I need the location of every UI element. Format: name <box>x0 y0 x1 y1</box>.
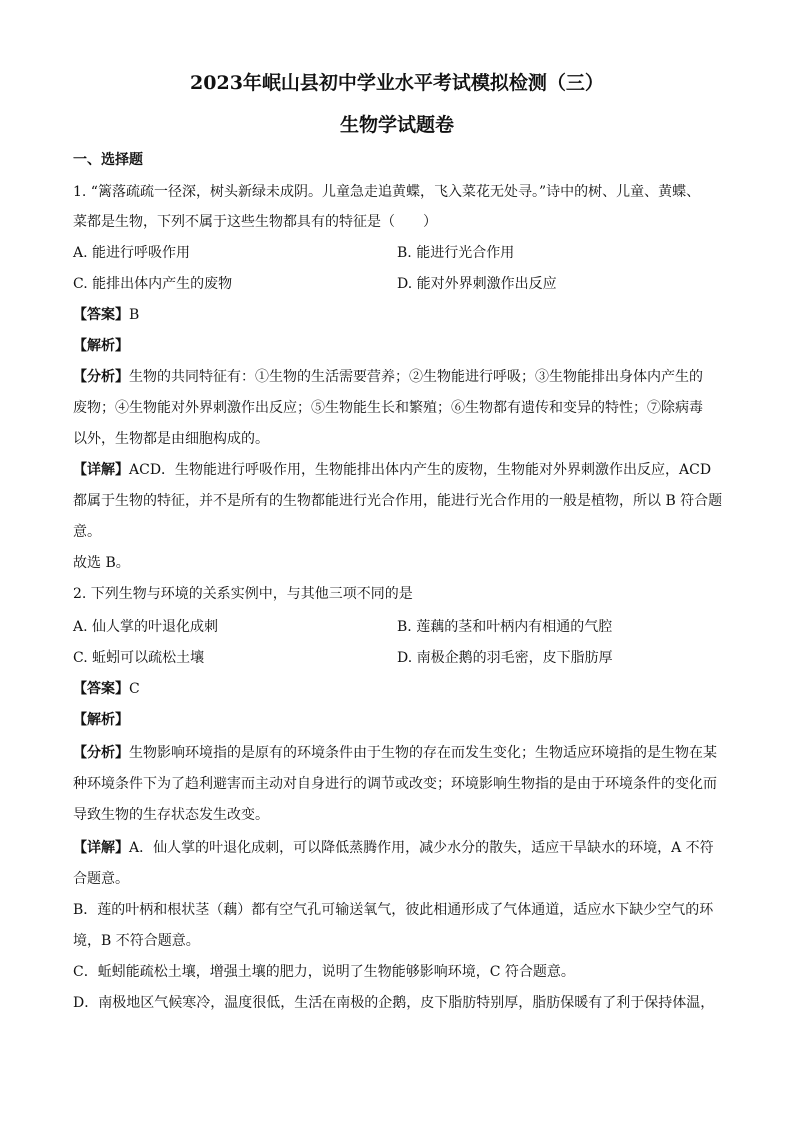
answer-value: B <box>129 307 140 323</box>
answer-tag: 【答案】 <box>73 681 129 697</box>
q2-answer <box>73 679 733 699</box>
q1-fenxi-line2: 废物；④生物能对外界刺激作出反应；⑤生物能生长和繁殖；⑥生物都有遗传和变异的特性；⑦除病毒 <box>73 400 703 416</box>
q1-option-a: A. 能进行呼吸作用 <box>73 245 191 261</box>
q1-stem-line2: 菜都是生物，下列不属于这些生物都具有的特征是（ ） <box>73 214 437 230</box>
xiangjie-tag: 【详解】 <box>73 840 129 856</box>
q2-fenxi-line3: 导致生物的生存状态发生改变。 <box>73 807 269 823</box>
q2-stem-line1: 2. 下列生物与环境的关系实例中，与其他三项不同的是 <box>73 586 413 602</box>
q2-fenxi-line1 <box>73 743 733 763</box>
q1-analysis-tag: 【解析】 <box>73 338 129 354</box>
section-heading: 一、选择题 <box>73 152 143 168</box>
q2-xiangjie-b1: B．莲的叶柄和根状茎（藕）都有空气孔可输送氧气，彼此相通形成了气体通道，适应水下缺少空气的环 <box>73 902 714 918</box>
q1-fenxi-line1 <box>73 367 733 387</box>
q1-answer <box>73 305 733 325</box>
q1-fenxi-line3: 以外，生物都是由细胞构成的。 <box>73 431 269 447</box>
q2-xiangjie-b2: 境，B 不符合题意。 <box>73 933 200 949</box>
q2-xiangjie-a2: 合题意。 <box>73 871 129 887</box>
q1-option-c: C. 能排出体内产生的废物 <box>73 276 233 292</box>
q2-option-a: A. 仙人掌的叶退化成刺 <box>73 619 219 635</box>
q1-xiangjie-line3: 意。 <box>73 524 101 540</box>
answer-value: C <box>129 681 140 697</box>
q1-conclusion: 故选 B。 <box>73 555 130 571</box>
q1-xiangjie-line2: 都属于生物的特征，并不是所有的生物都能进行光合作用，能进行光合作用的一般是植物，所以 B 符合题 <box>73 493 723 509</box>
q2-xiangjie-c1: C．蚯蚓能疏松土壤，增强土壤的肥力，说明了生物能够影响环境，C 符合题意。 <box>73 964 575 980</box>
q2-option-c: C. 蚯蚓可以疏松土壤 <box>73 650 205 666</box>
q2-option-b: B. 莲藕的茎和叶柄内有相通的气腔 <box>397 619 613 635</box>
q1-xiangjie-line1 <box>73 460 733 480</box>
q1-stem-line1: 1. “篱落疏疏一径深，树头新绿未成阴。儿童急走追黄蝶，飞入菜花无处寻。”诗中的树、儿童、黄蝶、 <box>73 184 701 200</box>
q2-analysis-tag: 【解析】 <box>73 712 129 728</box>
xiangjie-text: ACD．生物能进行呼吸作用，生物能排出体内产生的废物，生物能对外界刺激作出反应，ACD <box>129 462 712 478</box>
q2-xiangjie-a1 <box>73 838 733 858</box>
answer-tag: 【答案】 <box>73 307 129 323</box>
q2-xiangjie-d1: D．南极地区气候寒冷，温度很低，生活在南极的企鹅，皮下脂肪特别厚，脂肪保暖有了利于保持体温， <box>73 995 715 1011</box>
q1-option-b: B. 能进行光合作用 <box>397 245 515 261</box>
q1-option-d: D. 能对外界刺激作出反应 <box>397 276 557 292</box>
xiangjie-tag: 【详解】 <box>73 462 129 478</box>
q2-fenxi-line2: 种环境条件下为了趋利避害而主动对自身进行的调节或改变；环境影响生物指的是由于环境条件的变化而 <box>73 776 717 792</box>
fenxi-text: 生物的共同特征有：①生物的生活需要营养；②生物能进行呼吸；③生物能排出身体内产生的 <box>129 369 703 385</box>
fenxi-text: 生物影响环境指的是原有的环境条件由于生物的存在而发生变化；生物适应环境指的是生物在某 <box>129 745 717 761</box>
q2-option-d: D. 南极企鹅的羽毛密，皮下脂肪厚 <box>397 650 613 666</box>
xiangjie-text: A．仙人掌的叶退化成刺，可以降低蒸腾作用，减少水分的散失，适应干旱缺水的环境，A 不符 <box>129 840 714 856</box>
fenxi-tag: 【分析】 <box>73 745 129 761</box>
fenxi-tag: 【分析】 <box>73 369 129 385</box>
page-title: 2023年岷山县初中学业水平考试模拟检测（三） <box>190 72 604 94</box>
page-subtitle: 生物学试题卷 <box>339 114 454 136</box>
